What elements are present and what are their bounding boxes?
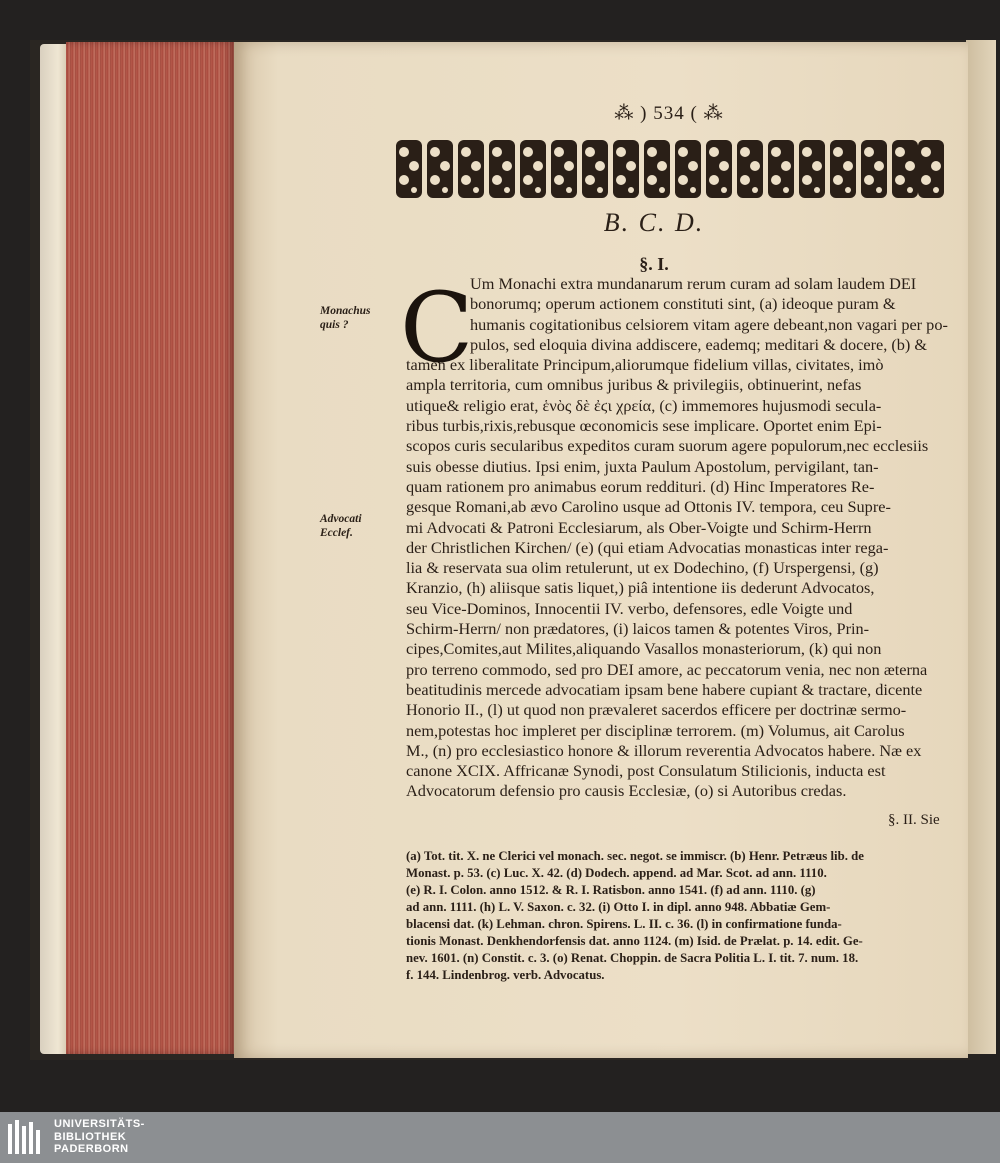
text-line: pro terreno commodo, sed pro DEI amore, ac peccatorum venia, nec non æterna xyxy=(406,659,928,679)
marginal-note-advocati: Advocati Ecclef. xyxy=(320,513,362,539)
text-line: seu Vice-Dominos, Innocentii IV. verbo, defensores, edle Voigte und xyxy=(406,598,853,618)
footnote-line: f. 144. Lindenbrog. verb. Advocatus. xyxy=(406,968,605,982)
ornament-left: ⁂ ) xyxy=(614,103,654,124)
main-text xyxy=(406,274,952,802)
page-number: 534 xyxy=(653,103,685,124)
text-line: nem,potestas hoc impleret per disciplinæ terrorem. (m) Volumus, ait Carolus xyxy=(406,720,905,740)
text-line: der Christlichen Kirchen/ (e) (qui etiam Advocatias monasticas inter rega- xyxy=(406,537,889,557)
catchword: §. II. Sie xyxy=(888,812,940,828)
text-line: lia & reservata sua olim retulerunt, ut ex Dodechino, (f) Urspergensi, (g) xyxy=(406,558,879,578)
next-leaf xyxy=(966,40,996,1054)
text-line: Schirm-Herrn/ non prædatores, (i) laicos tamen & potentes Viros, Prin- xyxy=(406,619,870,639)
footnotes xyxy=(406,848,952,984)
text-line: bonorumq; operum actionem constituti sint, (a) ideoque puram & xyxy=(470,294,896,314)
text-line: cipes,Comites,aut Milites,aliquando Vasallos monasteriorum, (k) qui non xyxy=(406,639,882,659)
text-line: Advocatorum defensio pro causis Ecclesiæ, (o) si Autoribus credas. xyxy=(406,781,847,801)
footnote-line: tionis Monast. Denkhendorfensis dat. anno 1124. (m) Isid. de Prælat. p. 14. edit. Ge- xyxy=(406,934,863,948)
text-line: pulos, sed eloquia divina addiscere, eademq; meditari & docere, (b) & xyxy=(470,334,928,354)
text-line: canone XCIX. Affricanæ Synodi, post Consulatum Stilicionis, inducta est xyxy=(406,761,886,781)
logo-line: PADERBORN xyxy=(54,1143,129,1155)
book-page xyxy=(234,42,968,1058)
text-line: humanis cogitationibus celsiorem vitam agere debeant,non vagari per po- xyxy=(470,314,948,334)
logo-line: BIBLIOTHEK xyxy=(54,1130,127,1143)
section-mark: §. I. xyxy=(639,254,669,274)
library-logo-text xyxy=(54,1118,145,1156)
text-line: Kranzio, (h) aliisque satis liquet,) piâ intentione iis dederunt Advocatos, xyxy=(406,578,875,598)
chapter-heading: B. C. D. xyxy=(603,208,705,237)
text-line: ribus turbis,rixis,rebusque œconomicis sese implicare. Oportet enim Epi- xyxy=(406,416,882,436)
footnote-line: ad ann. 1111. (h) L. V. Saxon. c. 32. (i) Otto I. in dipl. anno 948. Abbatiæ Gem- xyxy=(406,900,831,914)
text-line: mi Advocati & Patroni Ecclesiarum, als Ober-Voigte und Schirm-Herrn xyxy=(406,517,872,537)
head-ornament-band xyxy=(394,134,944,204)
marginal-note-monachus: Monachus quis ? xyxy=(320,305,371,331)
text-line: quam rationem pro animabus eorum redditurі. (d) Hinc Imperatores Re- xyxy=(406,476,875,496)
footnote-line: nev. 1601. (n) Constit. c. 3. (o) Renat. Choppin. de Sacra Politia L. I. tit. 7. num. 18. xyxy=(406,951,859,965)
text-line: utique& religio erat, ἑνὸς δὲ ἐϛι χρεία, (c) immemores hujusmodi secula- xyxy=(406,395,882,415)
footnote-line: (a) Tot. tit. X. ne Clerici vel monach. sec. negot. se immiscr. (b) Henr. Petræus lib. de xyxy=(406,849,864,863)
text-line: gesque Romani,ab ævo Carolino usque ad Ottonis IV. tempora, ceu Supre- xyxy=(406,497,891,517)
text-line: beatitudinis mercede advocatiam ipsam bene habere cupiant & tractare, dicente xyxy=(406,679,923,699)
library-footer-bar xyxy=(0,1112,1000,1163)
text-line: suis obesse diutius. Ipsi enim, juxta Paulum Apostolum, pervigilant, tan- xyxy=(406,456,879,476)
text-line: scopos curis secularibus expeditos curam suorum agere populorum,nec ecclesiis xyxy=(406,436,929,456)
text-line: M., (n) pro ecclesiastico honore & illorum reverentia Advocatos habere. Næ ex xyxy=(406,740,922,760)
footnote-line: (e) R. I. Colon. anno 1512. & R. I. Ratisbon. anno 1541. (f) ad ann. 1110. (g) xyxy=(406,883,816,897)
red-fore-edge xyxy=(66,42,236,1054)
footnote-line: Monast. p. 53. (c) Luc. X. 42. (d) Dodech. append. ad Mar. Scot. ad ann. 1110. xyxy=(406,866,827,880)
page-number-line xyxy=(594,102,744,125)
ornament-right: ( ⁂ xyxy=(684,103,724,124)
drop-cap: C xyxy=(400,272,474,384)
text-line: ampla territoria, cum omnibus juribus & privilegiis, obtinuerint, nefas xyxy=(406,375,862,395)
text-line: tamen ex liberalitate Principum,aliorumque fidelium villas, civitates, imò xyxy=(406,355,884,375)
logo-line: UNIVERSITÄTS- xyxy=(54,1118,145,1130)
text-line: Um Monachi extra mundanarum rerum curam ad solam laudem DEI xyxy=(470,274,917,293)
library-logo-icon xyxy=(6,1120,48,1156)
footnote-line: blacensi dat. (k) Lehman. chron. Spirens. L. II. c. 36. (l) in confirmatione funda- xyxy=(406,917,842,931)
text-line: Honorio II., (l) ut quod non prævaleret sacerdos efficere per doctrinæ sermo- xyxy=(406,700,907,720)
